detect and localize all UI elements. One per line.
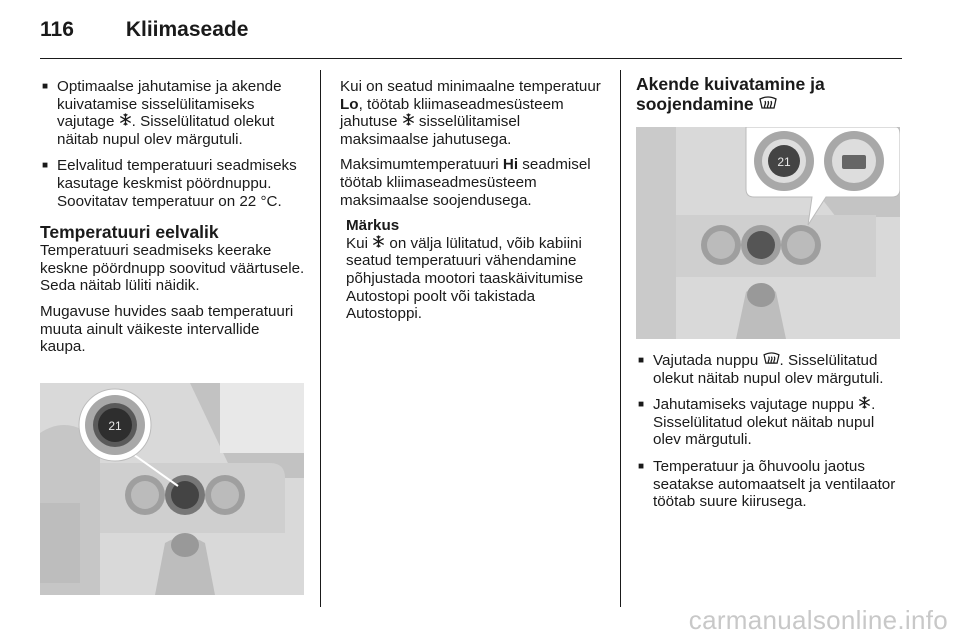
snowflake-icon <box>372 235 385 253</box>
list-item: ■ Jahutamiseks vajutage nuppu . Sisselülitatud olekut näitab nupul olev märgutuli. <box>636 396 902 449</box>
figure-display-value: 21 <box>777 155 791 169</box>
list-item: ■ Optimaalse jahutamise ja akende kuivatamise sisselülitamiseks vajutage . Sisselülitatud olekut näitab nupul olev märgutuli. <box>40 78 306 148</box>
column-2 <box>340 78 608 323</box>
figure-display-value: 21 <box>108 419 122 433</box>
section-title: Temperatuuri eelvalik <box>40 222 219 243</box>
note-title: Märkus <box>346 217 400 235</box>
column-divider-1 <box>320 70 321 607</box>
paragraph: Maksimumtemperatuuri Hi seadmisel töötab kliimaseadmesüsteem maksimaalse soojendusega. <box>340 156 591 209</box>
column-3 <box>636 74 902 114</box>
page-number: 116 <box>40 18 74 41</box>
note-block: Märkus Kui on välja lülitatud, võib kabiini seatud temperatuuri vähendamine põhjustada mootori taaskäivitumise Autostopi poolt või takistada Autostoppi. <box>340 217 608 323</box>
list-item: ■ Vajutada nuppu . Sisselülitatud olekut näitab nupul olev märgutuli. <box>636 352 902 387</box>
snowflake-icon <box>858 396 871 414</box>
page-header <box>40 18 248 42</box>
bullet-list <box>636 352 902 511</box>
paragraph: Temperatuuri seadmiseks keerake keskne pöördnupp soovitud väärtusele. Seda näitab lüliti näidik. <box>40 242 305 295</box>
footer-watermark: carmanualsonline.info <box>688 605 948 635</box>
list-item: ■ Temperatuur ja õhuvoolu jaotus seatakse automaatselt ja ventilaator töötab suure kiirusega. <box>636 458 902 511</box>
defrost-figure <box>636 127 900 339</box>
paragraph: Kui on seatud minimaalne temperatuur Lo, töötab kliimaseadmesüsteem jahutuse sisselülitamisel maksimaalse jahutusega. <box>340 78 601 148</box>
column-divider-2 <box>620 70 621 607</box>
bullet-list <box>40 78 306 210</box>
page-title: Kliimaseade <box>125 18 249 41</box>
snowflake-icon <box>402 113 415 131</box>
column-1 <box>40 78 306 364</box>
list-item: ■ Eelvalitud temperatuuri seadmiseks kasutage keskmist pöördnuppu. Soovitatav temperatuur on 22 °C. <box>40 157 306 210</box>
windscreen-defrost-icon <box>759 94 777 114</box>
header-rule <box>40 58 902 59</box>
snowflake-icon <box>119 113 132 131</box>
column-3-list <box>636 352 902 520</box>
paragraph: Mugavuse huvides saab temperatuuri muuta ainult väikeste intervallide kaupa. <box>40 302 294 356</box>
windscreen-defrost-icon <box>763 352 780 370</box>
climate-control-figure <box>40 383 304 595</box>
section-title: Akende kuivatamine ja soojendamine <box>636 74 825 114</box>
